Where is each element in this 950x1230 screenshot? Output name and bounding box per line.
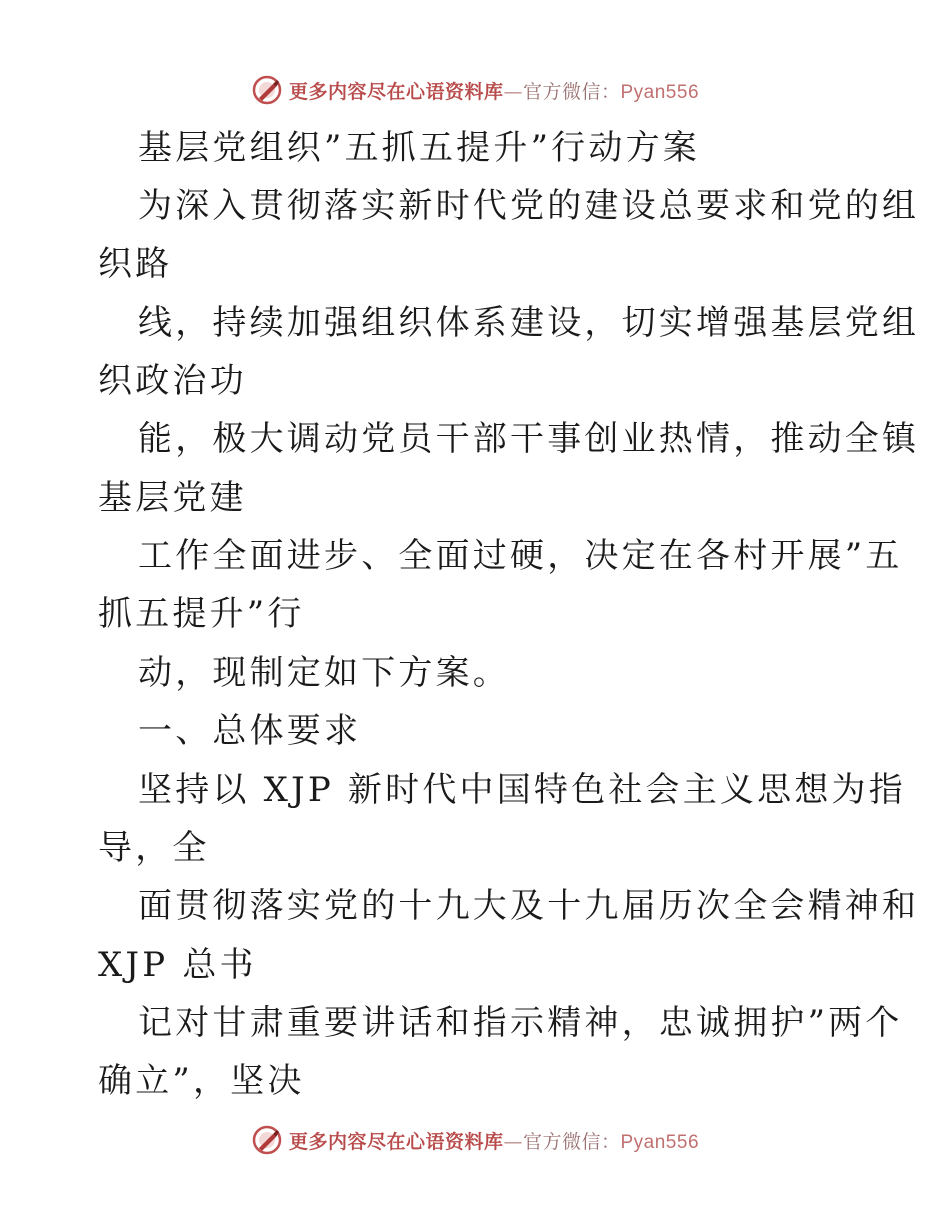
footer-banner-wechat-id: Pyan556 xyxy=(620,1131,700,1153)
section-heading: 一、总体要求 xyxy=(138,711,362,751)
paragraph-line: 为深入贯彻落实新时代党的建设总要求和党的组 xyxy=(138,186,920,226)
header-banner-dash: — xyxy=(503,80,523,103)
paragraph-line: 坚持以 XJP 新时代中国特色社会主义思想为指 xyxy=(138,770,906,810)
footer-banner-wechat-label: 官方微信： xyxy=(522,1130,621,1153)
paragraph-line: 织路 xyxy=(98,244,173,284)
paragraph-line: 基层党建 xyxy=(98,478,247,518)
paragraph-line: XJP 总书 xyxy=(98,945,257,985)
fountain-pen-logo-icon xyxy=(251,1124,283,1156)
paragraph-line: 导，全 xyxy=(98,828,210,868)
paragraph-line: 抓五提升”行 xyxy=(98,594,305,634)
document-title: 基层党组织”五抓五提升”行动方案 xyxy=(138,128,700,168)
paragraph-line: 织政治功 xyxy=(98,361,247,401)
footer-banner-dash: — xyxy=(503,1130,523,1153)
paragraph-line: 面贯彻落实党的十九大及十九届历次全会精神和 xyxy=(138,886,920,926)
header-banner-wechat-label: 官方微信： xyxy=(522,80,621,103)
paragraph-line: 记对甘肃重要讲话和指示精神，忠诚拥护”两个 xyxy=(138,1003,903,1043)
footer-banner-text xyxy=(289,1127,699,1154)
footer-banner-brand: 更多内容尽在心语资料库 xyxy=(288,1130,504,1153)
paragraph-line: 工作全面进步、全面过硬，决定在各村开展”五 xyxy=(138,536,903,576)
paragraph-line: 线，持续加强组织体系建设，切实增强基层党组 xyxy=(138,303,920,343)
paragraph-line: 能，极大调动党员干部干事创业热情，推动全镇 xyxy=(138,419,920,459)
header-banner-wechat-id: Pyan556 xyxy=(620,81,700,103)
paragraph-line: 动，现制定如下方案。 xyxy=(138,653,510,693)
header-banner xyxy=(0,70,950,110)
footer-banner xyxy=(0,1120,950,1160)
header-banner-text xyxy=(289,77,699,104)
fountain-pen-logo-icon xyxy=(251,74,283,106)
header-banner-brand: 更多内容尽在心语资料库 xyxy=(288,80,504,103)
paragraph-line: 确立”，坚决 xyxy=(98,1061,305,1101)
